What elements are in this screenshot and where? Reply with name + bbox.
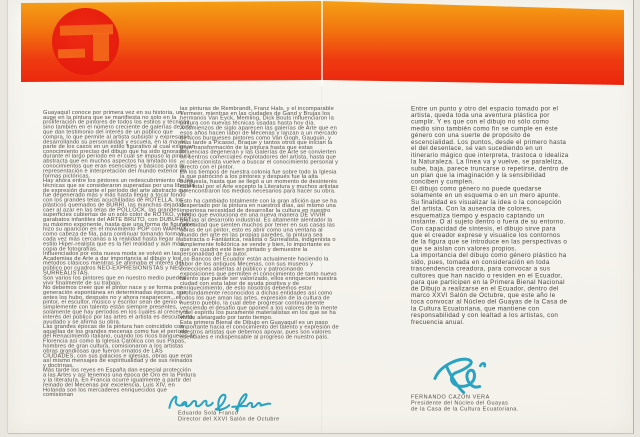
paragraph: El dibujo como género no puede quedarse solamente en un esquema o en un mero apunte. Su finalidad es visualizar la idea o la concepción del artista. Con la ausencia de colores, esquematiza tiempo y espacio captando un instante. O al sujeto dentro o fuera de su entorno. Con capacidad de síntesis, el dibujo sirve para que el creador exprese y visualice los contornos de la figura que se introduce en las perspectivas o que se aislan con valores propios. bbox=[411, 184, 568, 252]
logo-glyph-bar-bottom bbox=[58, 49, 85, 59]
paragraph: Los Bancos del Ecuador están actualmente haciendo la labor de los antiguos Mecenas, con sus museos y colecciones abiertas al público y patrocinando exposiciones que permiten el conocimiento de tanto nuevo talento que puede ser valorizado, ellos enriquecen nuestra ciudad con esta labor de ayuda positiva y de enriquecimiento, de esto nosotros debemos estar profundamente reconocidos a dichas entidades así como todos los que aman las artes, expresión de la cultura de nuestro pueblo, la cual debe progresar continuamente venciendo el desafío que oponen a los valores de la mente y del espíritu los puramente materialistas en los que se ha vivido aletargado por tanto tiempo. bbox=[180, 255, 338, 321]
paragraph: La importancia del dibujo como género plástico ha sido, pues, tomada en consideración en toda trascendencia creadora, para convocar a sus cultores que han nacido o residen en el Ecuador, para que participen en la Primera Bienal Nacional de Dibujo a realizarse en el Ecuador, dentro del marco XXVI Salón de Octubre, que este año le toca convocar al Núcleo del Guayas de la Casa de la Cultura Ecuatoriana, que mantiene con responsabilidad y con lealtad a los artistas, con frecuencia anual. bbox=[411, 251, 568, 326]
paragraph: Esta primera Bienal de Dibujo en Guayaquil es un paso importante hacia el conocimiento del talento y expresión de nuestros artistas que debemos apoyar, pues son valores esenciales e indispensable al progreso de nuestro país. bbox=[180, 318, 339, 340]
paragraph: En los tiempos de nuestra colonia fue sobre todo la Iglesia la que patrocinó a los pintores y después fue la alta burguesía, hasta que se llegó a un momento de desinterés casi total por el Arte excepto la Literatura y muchos artistas no encontraron los medios necesarios para hacer su obra. bbox=[180, 168, 339, 195]
paragraph: las pinturas de Rembrandt, Franz Hals, y el incomparable Vermeer, mientras en las ciudades de Gand y Brujas los hermanos Van Eyck, Memling, Dick Bouts influenciaron la pintura con nuevas técnicas usadas hasta hoy día. bbox=[180, 105, 334, 126]
signer-name: FERNANDO CAZON VERA bbox=[411, 393, 490, 400]
right-signature-caption bbox=[411, 394, 640, 437]
paragraph: Las grandes épocas de la pintura han coincidido con aquellas de los grandes mecenas como fue el período del Renacimiento italiano, cuando los ricos banqueros de Florencia así como la Iglesia Católica con sus Papas, hombres de gran cultura, comisionaron a los artistas obras grandiosas que fueron ornatos de LAS CIUDADES, con sus palacios e iglesias, obras que eran así mismo mensajes de espiritualidad y de sus reinados y doctrinas. bbox=[43, 323, 196, 369]
signer-title: Director del XXVI Salón de Octubre bbox=[178, 415, 280, 422]
intro-column-left bbox=[43, 110, 196, 437]
paragraph: No debemos creer que el pintor nace y se forma por generación espontánea en determinadas épocas, que antes los hubo, después no y ahora reaparecen...el pintor, el escultor, músico y escritor sean de genio o simplemente con talento están siempre presentes, solamente que hay períodos en los cuales al crecer el interés del público por las artes el artista es descubierto, ayudado y se afirma su obra. bbox=[43, 284, 195, 325]
logo-glyph-bar-right bbox=[93, 33, 109, 61]
intro-column-middle bbox=[180, 106, 339, 437]
catalog-open-spread bbox=[8, 0, 634, 434]
salon-logo-icon bbox=[52, 8, 119, 75]
paragraph: Más tarde los reyes en España dan especial protección a las Artes y así tenemos una época de Oro en la Pintura y la literatura. En Francia ocurre igualmente a partir del reinado del Mecenas por excelencia, Luis XIV, en Holanda son los mercaderes enriquecidos que comisionan bbox=[43, 366, 196, 398]
left-signature-caption bbox=[178, 410, 420, 437]
paragraph: Esto ha cambiado totalmente con la gran afición que se ha despertado por la pintura en nuestros días, así mismo una imperiosa necesidad de desarrollar la cultura en nuestro medio que evoluciona en una nueva manera DE VIVIR gracias al desarrollo industrial. Es altamente alentador la necesidad que sienten muchos por tener en sus casas las obras de un pintor, esto es abrir como una ventana al mundo del arte en las propias paredes, la pintura sea abstracta o Fantástica, realista o Surrealista, indigenista o simplemente folklórica se vende y bien, lo importante es que un cuadro esté bien pintado y demuestre la personalidad de su autor. bbox=[180, 197, 337, 258]
paragraph: Son varios los pintores que en nuestro medio pueden vivir finalmente de su trabajo. bbox=[43, 274, 186, 286]
paragraph: A comienzos de siglo aparecen las galerías de Arte que en esos años hacen labor de Mecenas y lanzan a un mercado de ricos burgueses pintores como Van Gogh, Gauguin, y más tarde a Picasso, Braque y tantos otros que inician la gran transformación de la pintura hasta que estas influencias degeneran y las Galerías de Arte se convierten en centros comerciales explotadores del artista, hasta que el coleccionista vuelve a buscar el conocimiento personal y directo con el pintor. bbox=[180, 124, 339, 170]
signer-title: Presidente del Núcleo del Guayas bbox=[411, 399, 509, 406]
signer-name: Eduardo Solá Franco bbox=[178, 409, 239, 416]
paragraph: Influenciados por esta nueva moda se volvió en las Academias de Arte a dar importancia al dibujo y los métodos clásicos mientras se afirmaba el interés del público por cuadros NEO-EXPRESIONISTAS y NEO-SURREALISTAS. bbox=[43, 250, 185, 276]
fernando-signature-icon bbox=[431, 354, 489, 395]
paragraph: Entre un punto y otro del espacio tomado por el artista, queda toda una aventura plástica por cumplir. Y es que con el dibujo no sólo como medio sino también como fin se cumple en éste género con una suerte de propósito de escencialidad. Los puntos, desde el primero hasta el del desenlace, se van sucediendo en un itinerario mágico que interpreta, trastoca o idealiza la Naturaleza. La línea va y vuelve, se paraleliza, sube, baja, parece truncarse o repetirse, dentro de un plan que la imaginación y la sensibilidad conciben y cumplen. bbox=[411, 104, 569, 186]
signer-title: de la Casa de la Cultura Ecuatoriana. bbox=[411, 405, 519, 412]
page-left-edge bbox=[7, 0, 8, 433]
orange-band-right-segment bbox=[322, 0, 624, 92]
paragraph: Guayaquil conoce por primera vez en su historia, un auge en la pintura que se manifiesta no solo en la proliferación de pintores de todos los estilos y técnicas, sino también en el número creciente de galerías de arte que dan testimonio del interés de un público que compra, lo que permite al artista subsistir y expresarse, desarrollando su personalidad y escuela, en la mayor parte de los casos en un estilo figurativo al cual exige un conocimiento preciso del dibujo que ha sido ignorado durante el largo período en el cual se impuso la pintura abstracta que en muchos aspectos ha limitado los conocimientos que eran esenciales y básicos para la representación e interpretación del mundo exterior en formas pictóricas. bbox=[43, 109, 195, 179]
page-fold-line bbox=[321, 0, 323, 86]
paragraph: Hay ahora entre los pintores un redescubrimiento de las técnicas que se consideraron superadas por una libertad de expresión durante el período del arte abstracto que fue degenerado más y más hasta llegar a tocar fondo con los grandes telas acuchilladas de ROTELLA, los plásticos quemados de BURRI, las manchas dejadas caer al azar en las telas de POLLOCK, las grandes superficies cubiertas de un solo color de ROTKO, y los garabatos infantiles del ARTE BRUTO, con DUBUFFET su máximo exponente, hasta que una forma de figurativo hizo su aparición en el movimiento POP con WARHOL como cabeza de fila, para continuar tomando formas cada vez más cercanas a la realidad hasta llegar al estilo Hiper-realista que es la fiel realidad y aún más, copia de fotografías. bbox=[43, 177, 196, 252]
